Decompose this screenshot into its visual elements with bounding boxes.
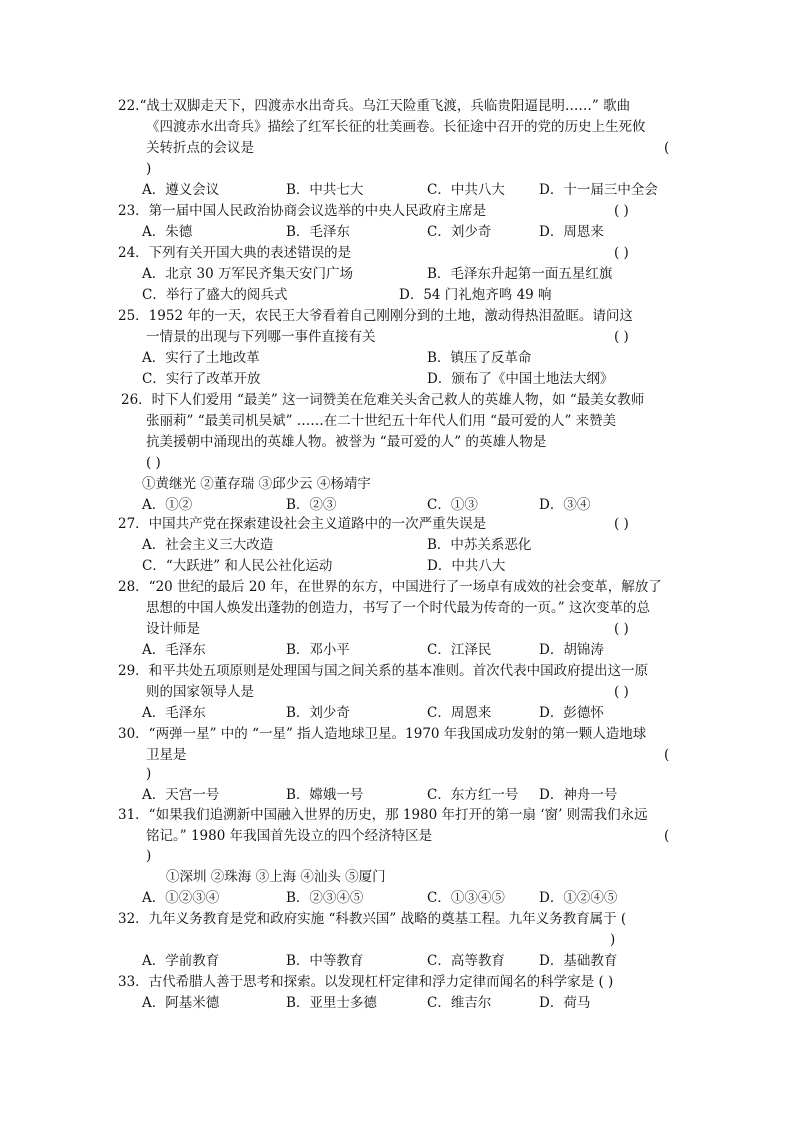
q23-option-d: D．周恩来 [539, 224, 604, 240]
q22-line2: 《四渡赤水出奇兵》描绘了红军长征的壮美画卷。长征途中召开的党的历史上生死攸 [146, 119, 646, 135]
q22-answer-paren-close: ) [146, 161, 152, 177]
q30-line1: 30．“两弹一星” 中的 “一星” 指人造地球卫星。1970 年我国成功发射的第一颗人造地球 [118, 726, 647, 742]
q24-option-b: B．毛泽东升起第一面五星红旗 [427, 266, 613, 282]
q25-line1: 25．1952 年的一天，农民王大爷看着自己刚刚分到的土地，激动得热泪盈眶。请问这 [118, 308, 633, 324]
q26-option-b: B．②③ [286, 497, 337, 513]
q31-option-c: C．①③④⑤ [427, 890, 505, 906]
q30-option-c: C．东方红一号 [427, 787, 519, 803]
q33-option-d: D．荷马 [539, 995, 591, 1011]
q30-line2: 卫星是 [146, 747, 187, 763]
q33-option-c: C．维吉尔 [427, 995, 492, 1011]
q26-answer-paren: ( ) [146, 455, 161, 471]
q32-option-b: B．中等教育 [286, 953, 364, 969]
q32-option-c: C．高等教育 [427, 953, 505, 969]
q26-line2: 张丽莉” “最美司机吴斌” ……在二十世纪五十年代人们用 “最可爱的人” 来赞美 [146, 413, 617, 429]
q27-option-c: C．“大跃进” 和人民公社化运动 [142, 558, 333, 574]
q31-option-b: B．②③④⑤ [286, 890, 364, 906]
q31-option-d: D．①②④⑤ [539, 890, 618, 906]
q22-option-d: D．十一届三中全会 [539, 182, 658, 198]
q32-line1: 32．九年义务教育是党和政府实施 “科教兴国” 战略的奠基工程。九年义务教育属于 ( [118, 911, 627, 927]
q28-option-c: C．江泽民 [427, 642, 492, 658]
q29-option-a: A．毛泽东 [142, 705, 206, 721]
q22-option-a: A．遵义会议 [142, 182, 220, 198]
q28-line3: 设计师是 [146, 621, 200, 637]
q25-option-c: C．实行了改革开放 [142, 371, 261, 387]
q33-option-a: A．阿基米德 [142, 995, 220, 1011]
q27-answer-paren: ( ) [614, 516, 629, 532]
q30-answer-paren-open: ( [664, 747, 670, 763]
q32-option-a: A．学前教育 [142, 953, 220, 969]
q26-option-d: D．③④ [539, 497, 591, 513]
q27-option-b: B．中苏关系恶化 [427, 537, 532, 553]
q29-line1: 29．和平共处五项原则是处理国与国之间关系的基本准则。首次代表中国政府提出这一原 [118, 663, 649, 679]
q24-option-a: A．北京 30 万军民齐集天安门广场 [142, 266, 354, 282]
q29-answer-paren: ( ) [614, 684, 629, 700]
q28-answer-paren: ( ) [614, 621, 629, 637]
q33-line1: 33．古代希腊人善于思考和探索。以发现杠杆定律和浮力定律而闻名的科学家是 ( ) [118, 974, 614, 990]
q30-option-d: D．神舟一号 [539, 787, 618, 803]
q25-line2: 一情景的出现与下列哪一事件直接有关 [146, 329, 376, 345]
q28-line2: 思想的中国人焕发出蓬勃的创造力，书写了一个时代最为传奇的一页。” 这次变革的总 [146, 600, 650, 616]
q22-answer-paren-open: ( [664, 140, 670, 156]
q31-answer-paren-open: ( [664, 828, 670, 844]
q29-option-c: C．周恩来 [427, 705, 492, 721]
q31-answer-paren-close: ) [146, 848, 152, 864]
q25-option-d: D．颁布了《中国土地法大纲》 [427, 371, 614, 387]
q30-answer-paren-close: ) [146, 766, 152, 782]
q32-answer-paren-close: ) [610, 932, 616, 948]
q25-option-a: A．实行了土地改革 [142, 350, 260, 366]
q24-line1: 24．下列有关开国大典的表述错误的是 [118, 245, 352, 261]
q27-option-d: D．中共八大 [427, 558, 506, 574]
q30-option-b: B．嫦娥一号 [286, 787, 364, 803]
q23-answer-paren: ( ) [614, 203, 629, 219]
q23-option-a: A．朱德 [142, 224, 193, 240]
q23-option-c: C．刘少奇 [427, 224, 492, 240]
q26-items: ①黄继光 ②董存瑞 ③邱少云 ④杨靖宇 [142, 476, 371, 492]
q22-line3: 关转折点的会议是 [146, 140, 254, 156]
q31-line2: 铭记。” 1980 年我国首先设立的四个经济特区是 [146, 828, 433, 844]
q31-option-a: A．①②③④ [142, 890, 220, 906]
q25-option-b: B．镇压了反革命 [427, 350, 532, 366]
q27-line1: 27．中国共产党在探索建设社会主义道路中的一次严重失误是 [118, 516, 487, 532]
q31-line1: 31．“如果我们追溯新中国融入世界的历史，那 1980 年打开的第一扇 ‘窗’ 则需我们永远 [118, 807, 648, 823]
q29-line2: 则的国家领导人是 [146, 684, 254, 700]
q29-option-d: D．彭德怀 [539, 705, 604, 721]
q24-option-d: D．54 门礼炮齐鸣 49 响 [399, 287, 552, 303]
q31-items: ①深圳 ②珠海 ③上海 ④汕头 ⑤厦门 [166, 869, 386, 885]
q28-line1: 28．“20 世纪的最后 20 年，在世界的东方，中国进行了一场卓有成效的社会变革，解放了 [118, 579, 662, 595]
q26-line1: 26．时下人们爱用 “最美” 这一词赞美在危难关头舍己救人的英雄人物，如 “最美女教师 [121, 392, 645, 408]
q30-option-a: A．天宫一号 [142, 787, 220, 803]
q27-option-a: A．社会主义三大改造 [142, 537, 274, 553]
q23-line1: 23．第一届中国人民政治协商会议选举的中央人民政府主席是 [118, 203, 487, 219]
q32-option-d: D．基础教育 [539, 953, 618, 969]
q28-option-d: D．胡锦涛 [539, 642, 604, 658]
q22-line1: 22.“战士双脚走天下，四渡赤水出奇兵。乌江天险重飞渡，兵临贵阳逼昆明……” 歌曲 [118, 98, 631, 114]
q26-option-a: A．①② [142, 497, 193, 513]
q24-option-c: C．举行了盛大的阅兵式 [142, 287, 288, 303]
q24-answer-paren: ( ) [614, 245, 629, 261]
q25-answer-paren: ( ) [614, 329, 629, 345]
q28-option-a: A．毛泽东 [142, 642, 206, 658]
q29-option-b: B．刘少奇 [286, 705, 350, 721]
q23-option-b: B．毛泽东 [286, 224, 350, 240]
q26-option-c: C．①③ [427, 497, 478, 513]
q28-option-b: B．邓小平 [286, 642, 350, 658]
q22-option-b: B．中共七大 [286, 182, 364, 198]
q22-option-c: C．中共八大 [427, 182, 505, 198]
q33-option-b: B．亚里士多德 [286, 995, 377, 1011]
q26-line3: 抗美援朝中涌现出的英雄人物。被誉为 “最可爱的人” 的英雄人物是 [146, 434, 547, 450]
